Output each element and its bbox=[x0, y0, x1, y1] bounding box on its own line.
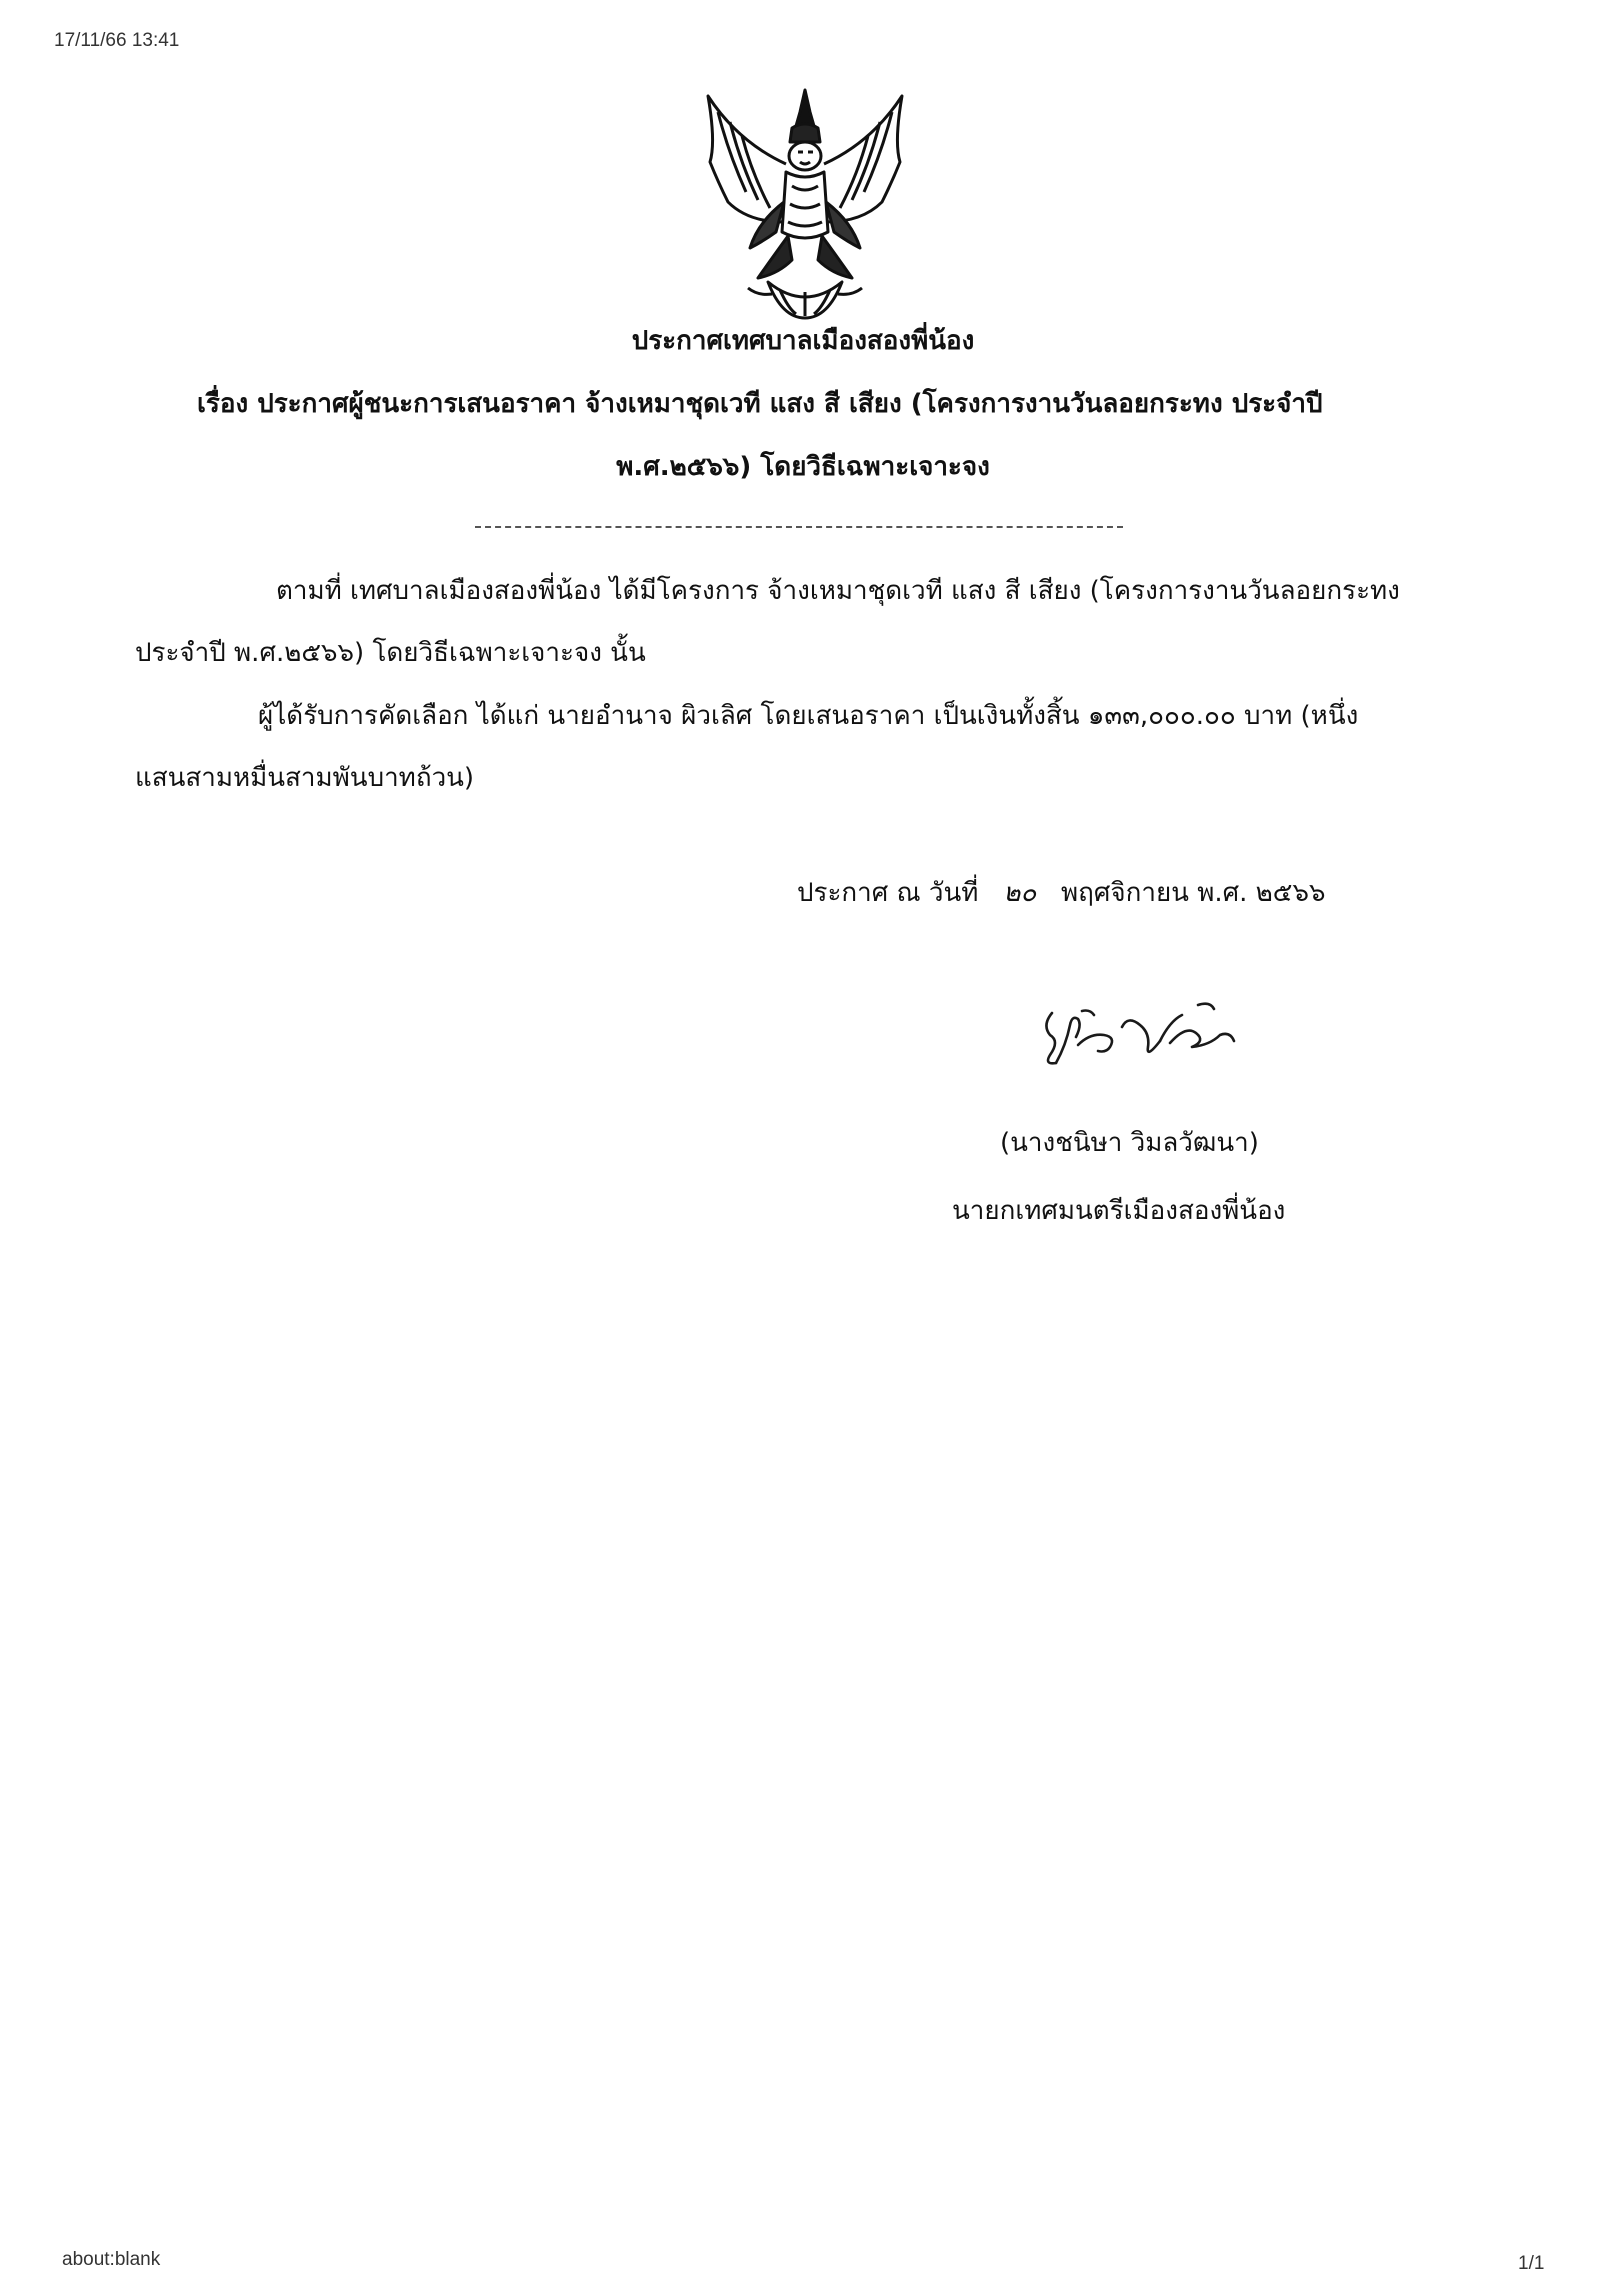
announce-date-line bbox=[797, 880, 1325, 906]
paragraph-1-line-2: ประจำปี พ.ศ.๒๕๖๖) โดยวิธีเฉพาะเจาะจง นั้น bbox=[135, 638, 646, 668]
print-page-number: 1/1 bbox=[1518, 2253, 1545, 2274]
garuda-emblem-icon bbox=[688, 82, 922, 322]
print-url: about:blank bbox=[62, 2249, 161, 2270]
signatory-position: นายกเทศมนตรีเมืองสองพี่น้อง bbox=[952, 1196, 1286, 1226]
paragraph-1-line-1: ตามที่ เทศบาลเมืองสองพี่น้อง ได้มีโครงการ จ้างเหมาชุดเวที แสง สี เสียง (โครงการงานวันลอยกระทง bbox=[276, 576, 1400, 606]
announce-day: ๒๐ bbox=[1003, 878, 1037, 908]
print-datetime: 17/11/66 13:41 bbox=[54, 30, 180, 51]
document-title: ประกาศเทศบาลเมืองสองพี่น้อง bbox=[631, 326, 975, 356]
divider-line bbox=[475, 526, 1123, 528]
subject-line-1: เรื่อง ประกาศผู้ชนะการเสนอราคา จ้างเหมาชุดเวที แสง สี เสียง (โครงการงานวันลอยกระทง ประจำปี bbox=[197, 389, 1323, 419]
announce-month-year: พฤศจิกายน พ.ศ. ๒๕๖๖ bbox=[1060, 878, 1326, 908]
paragraph-2-line-2: แสนสามหมื่นสามพันบาทถ้วน) bbox=[135, 763, 475, 793]
signature-icon bbox=[1020, 985, 1260, 1075]
announce-prefix: ประกาศ ณ วันที่ bbox=[797, 878, 979, 908]
paragraph-2-line-1: ผู้ได้รับการคัดเลือก ได้แก่ นายอำนาจ ผิวเลิศ โดยเสนอราคา เป็นเงินทั้งสิ้น ๑๓๓,๐๐๐.๐๐ บาท (หนึ่ง bbox=[258, 701, 1359, 731]
signatory-name: (นางชนิษา วิมลวัฒนา) bbox=[1000, 1128, 1259, 1158]
subject-line-2: พ.ศ.๒๕๖๖) โดยวิธีเฉพาะเจาะจง bbox=[616, 452, 990, 482]
